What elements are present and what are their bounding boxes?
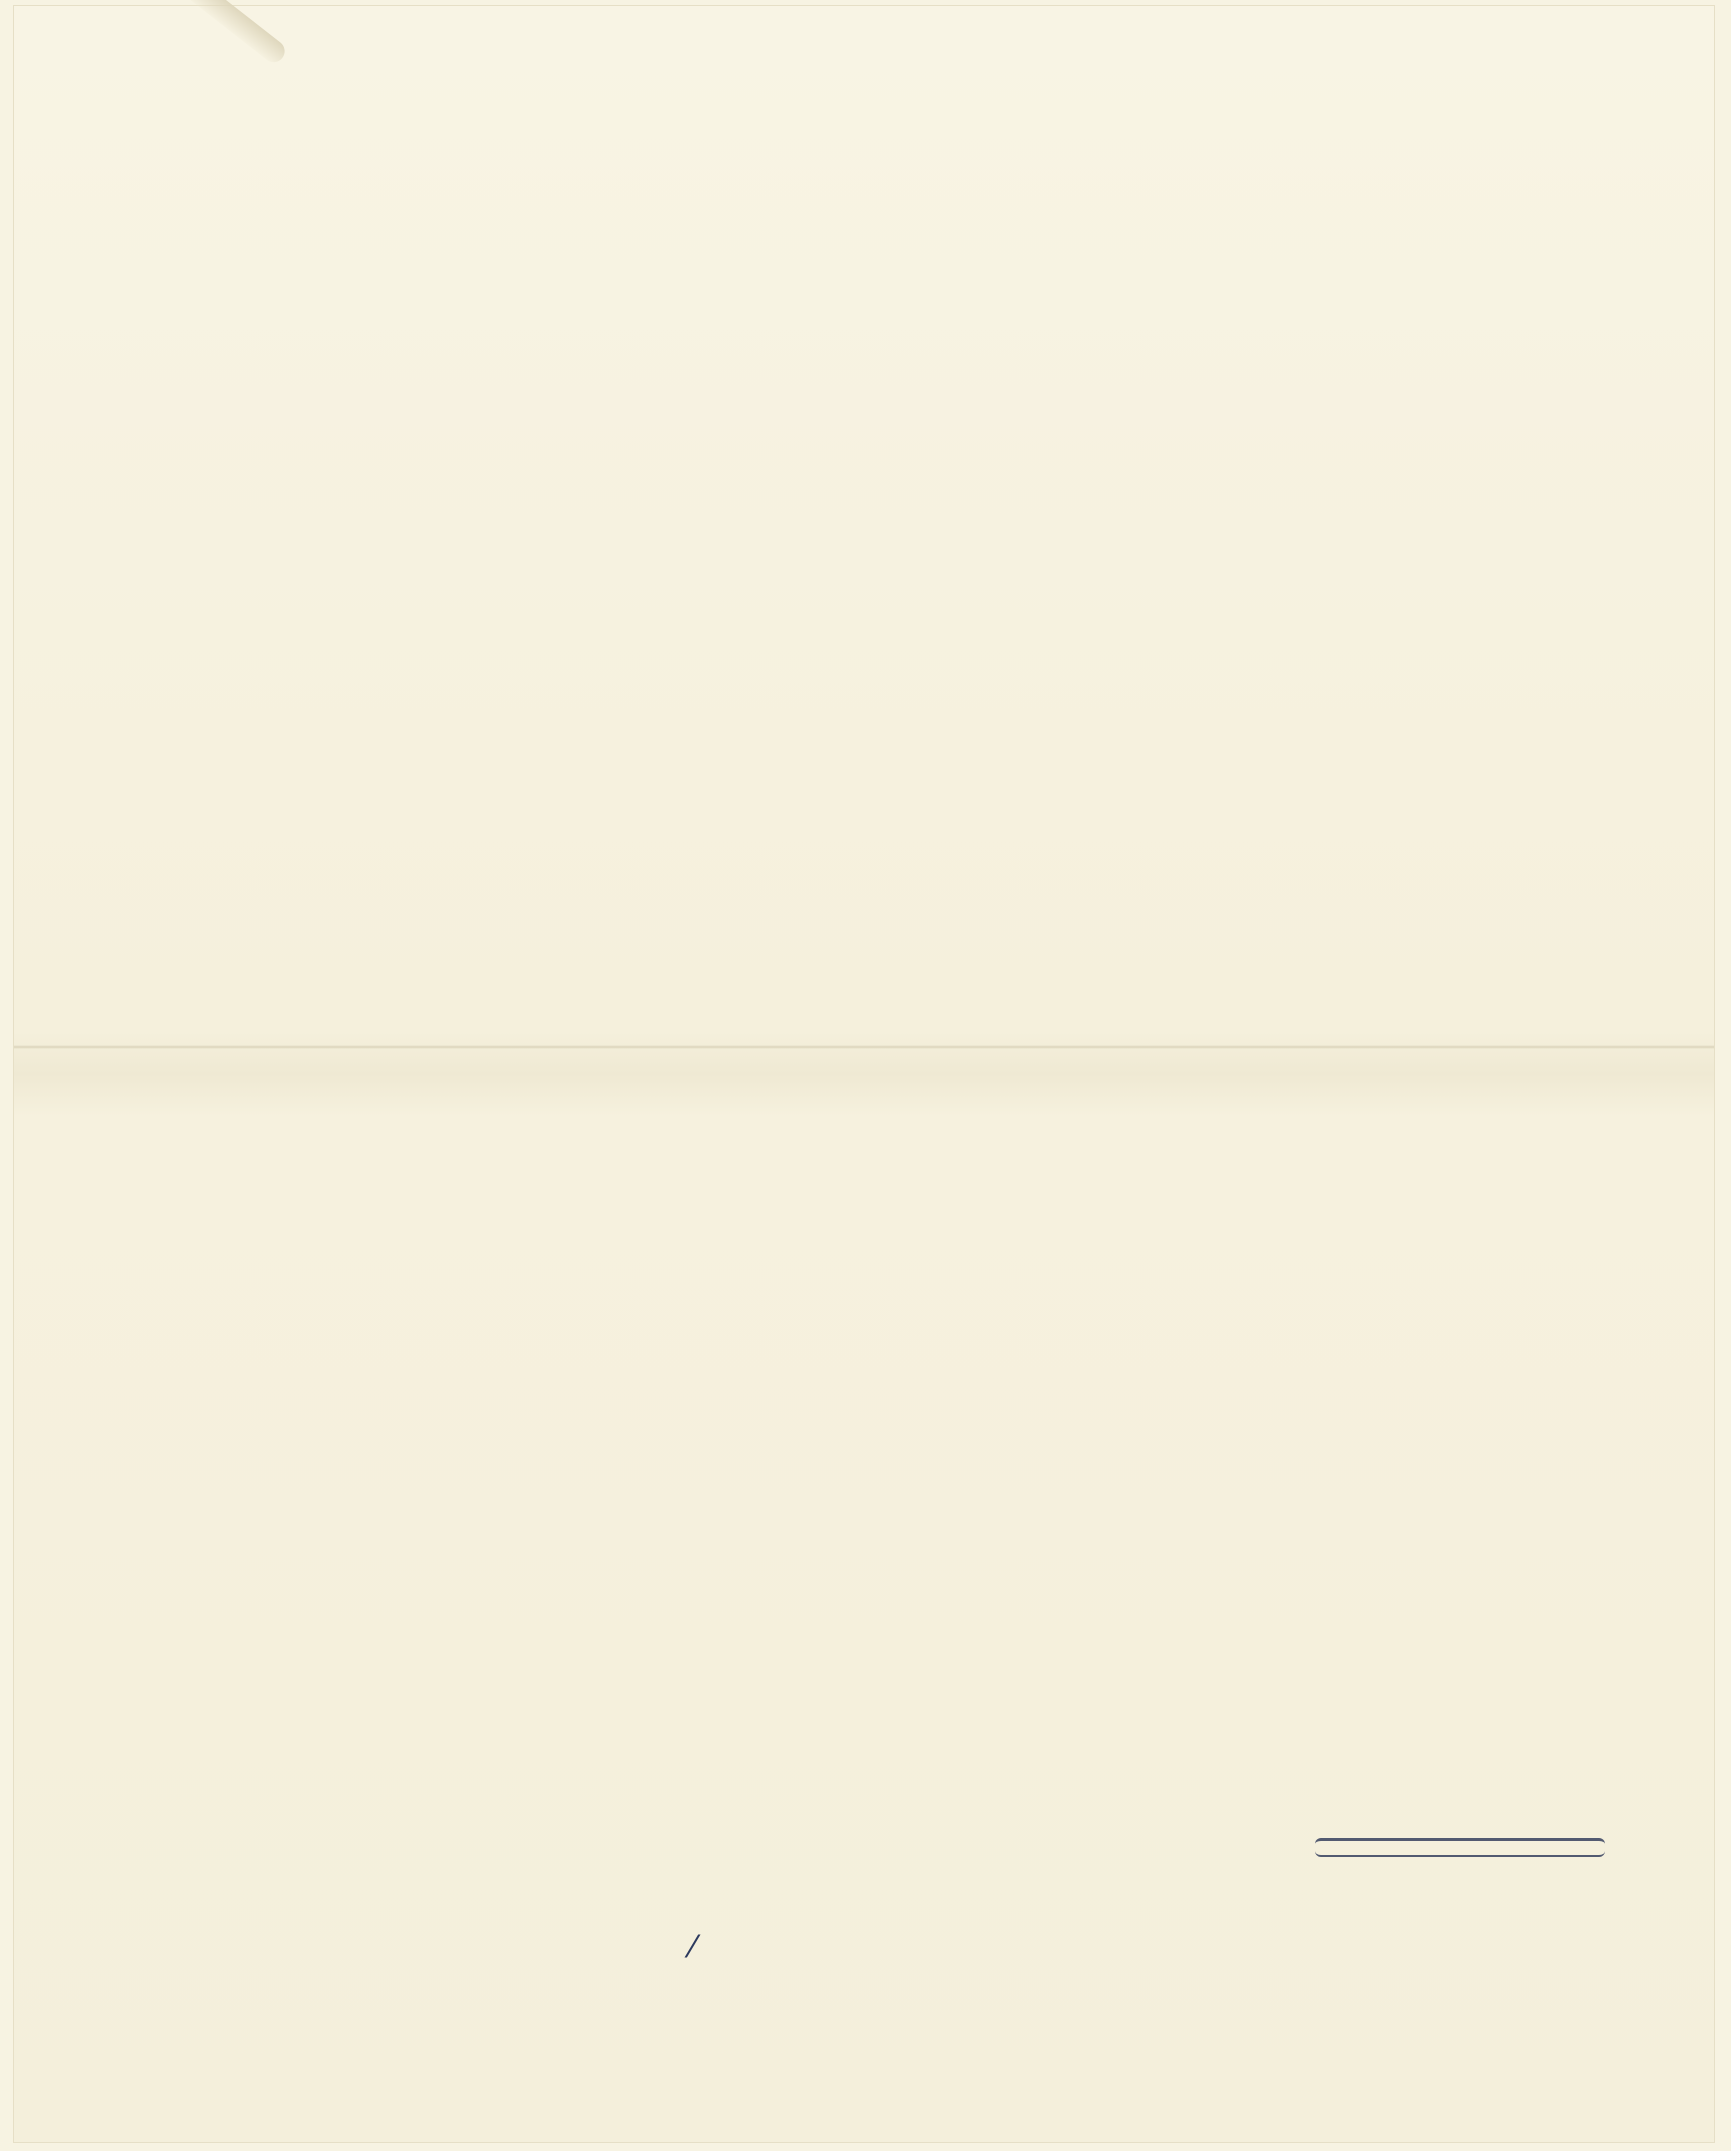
caret-mark-icon: ⁄ <box>690 1930 696 1965</box>
paper-sheet <box>14 6 1714 2142</box>
paper-fold-crease <box>14 1045 1714 1049</box>
handwritten-strikethrough <box>1315 1838 1605 1857</box>
